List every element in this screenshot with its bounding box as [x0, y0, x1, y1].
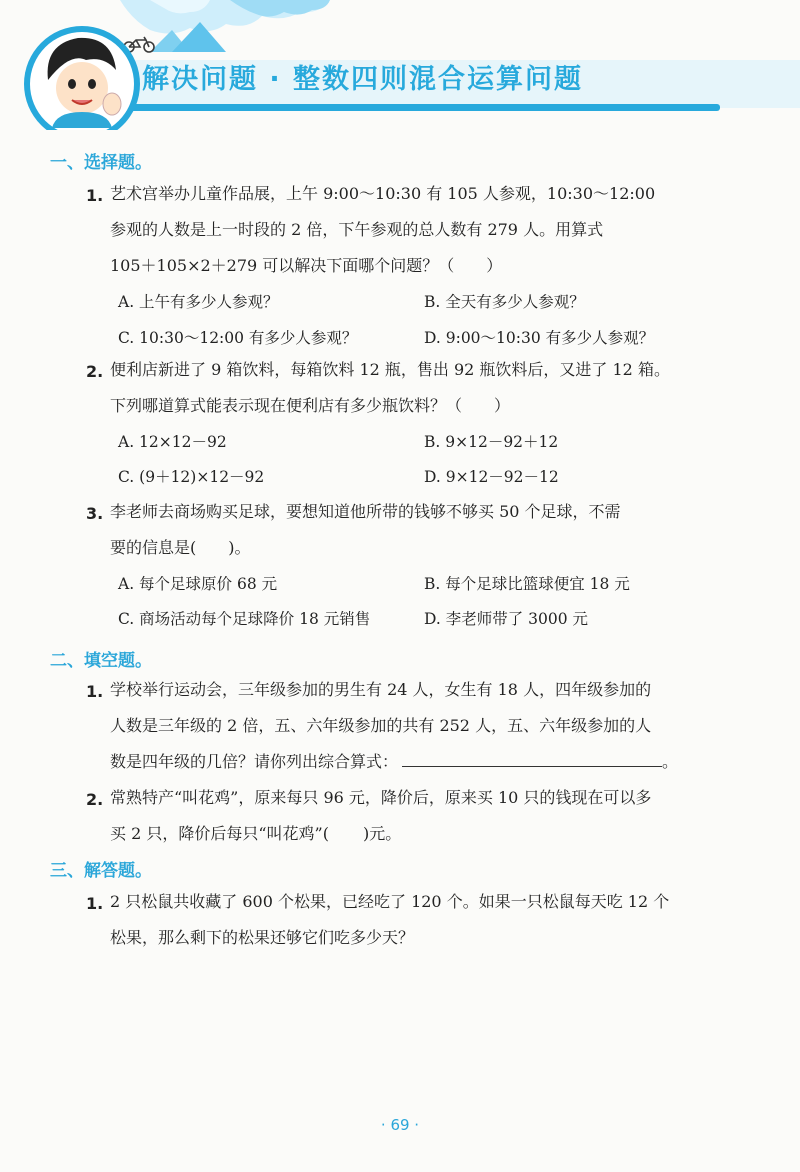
question-text: 常熟特产“叫花鸡”，原来每只 96 元，降价后，原来买 10 只的钱现在可以多	[110, 788, 652, 807]
question-number: 1.	[86, 894, 104, 913]
question-text	[110, 824, 726, 844]
option-d: D. 9×12－92－12	[424, 468, 559, 486]
section-title-choice: 一、选择题。	[50, 153, 152, 173]
question-text: 要的信息是( )。	[110, 538, 251, 557]
question-text: 便利店新进了 9 箱饮料，每箱饮料 12 瓶，售出 92 瓶饮料后，又进了 12 箱。	[110, 360, 670, 379]
question-text: 松果，那么剩下的松果还够它们吃多少天？	[110, 928, 415, 947]
option-b: B. 每个足球比篮球便宜 18 元	[424, 575, 630, 593]
section-title-answer: 三、解答题。	[50, 861, 152, 881]
question-text-part: 买 2 只，降价后每只“叫花鸡”(	[110, 824, 329, 843]
option-b: B. 9×12－92＋12	[424, 433, 559, 451]
option-b: B. 全天有多少人参观？	[424, 293, 585, 311]
boy-mascot-icon	[24, 26, 140, 130]
option-c: C. 10:30～12:00 有多少人参观？	[118, 329, 358, 347]
question-number: 2.	[86, 790, 104, 809]
option-d: D. 李老师带了 3000 元	[424, 610, 589, 628]
section-title-fill: 二、填空题。	[50, 651, 152, 671]
question-text-end: 。	[662, 752, 679, 771]
question-number: 1.	[86, 186, 104, 205]
question-text: 2 只松鼠共收藏了 600 个松果，已经吃了 120 个。如果一只松鼠每天吃 12 个	[110, 892, 670, 911]
option-c: C. 商场活动每个足球降价 18 元销售	[118, 610, 371, 628]
question-text: 105＋105×2＋279 可以解决下面哪个问题？（ ）	[110, 256, 503, 275]
page-title: 解决问题 · 整数四则混合运算问题	[142, 64, 584, 95]
option-d: D. 9:00～10:30 有多少人参观？	[424, 329, 655, 347]
page-header	[0, 0, 800, 130]
question-number: 2.	[86, 362, 104, 381]
answer-blank[interactable]	[402, 752, 662, 767]
question-text: 下列哪道算式能表示现在便利店有多少瓶饮料？（ ）	[110, 396, 511, 415]
page-number: · 69 ·	[380, 1116, 420, 1134]
question-text-part: 数是四年级的几倍？请你列出综合算式：	[110, 752, 399, 771]
question-text: 人数是三年级的 2 倍，五、六年级参加的共有 252 人，五、六年级参加的人	[110, 716, 652, 735]
question-text-part: )元。	[362, 824, 402, 843]
question-text	[110, 752, 726, 772]
option-a: A. 每个足球原价 68 元	[118, 575, 278, 593]
question-text: 李老师去商场购买足球，要想知道他所带的钱够不够买 50 个足球，不需	[110, 502, 621, 521]
option-c: C. (9＋12)×12－92	[118, 468, 265, 486]
option-a: A. 上午有多少人参观？	[118, 293, 279, 311]
option-a: A. 12×12－92	[118, 433, 227, 451]
question-text: 参观的人数是上一时段的 2 倍，下午参观的总人数有 279 人。用算式	[110, 220, 604, 239]
question-number: 1.	[86, 682, 104, 701]
question-text: 学校举行运动会，三年级参加的男生有 24 人，女生有 18 人，四年级参加的	[110, 680, 652, 699]
question-number: 3.	[86, 504, 104, 523]
question-text: 艺术宫举办儿童作品展，上午 9:00～10:30 有 105 人参观，10:30～12:00	[110, 184, 656, 203]
